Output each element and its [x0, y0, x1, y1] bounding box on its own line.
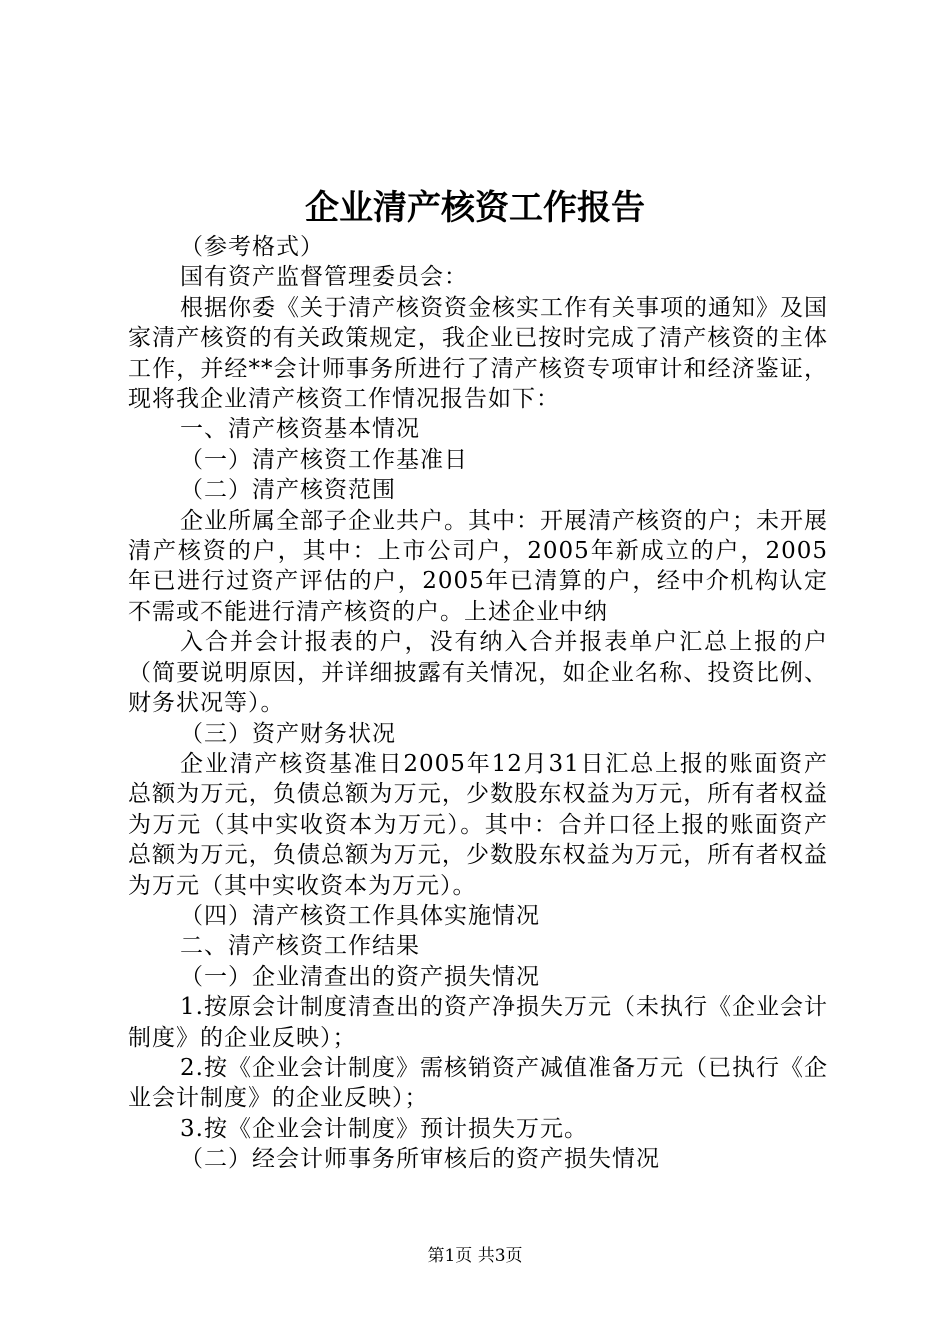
document-body: [128, 232, 828, 1175]
addressee: 国有资产监督管理委员会：: [180, 264, 468, 291]
section-heading-2: 二、清产核资工作结果: [180, 933, 420, 960]
page-number: 第1页 共3页: [427, 1246, 523, 1266]
paragraph-scope: 企业所属全部子企业共户。其中：开展清产核资的户；未开展清产核资的户，其中：上市公司户，2005年新成立的户，2005年已进行过资产评估的户，2005年已清算的户，经中介机构认定不需或不能进行清产核资的户。上述企业中纳: [128, 507, 828, 625]
subsection-heading: （二）经会计师事务所审核后的资产损失情况: [180, 1146, 660, 1173]
format-note: （参考格式）: [180, 234, 324, 260]
list-item: 3.按《企业会计制度》预计损失万元。: [180, 1115, 588, 1142]
subsection-heading: （一）清产核资工作基准日: [180, 446, 468, 473]
subsection-heading: （一）企业清查出的资产损失情况: [180, 963, 540, 990]
list-item: 1.按原会计制度清查出的资产净损失万元（未执行《企业会计制度》的企业反映）；: [128, 994, 828, 1051]
subsection-heading: （三）资产财务状况: [180, 720, 396, 747]
document-title: 企业清产核资工作报告: [305, 188, 645, 228]
section-heading-1: 一、清产核资基本情况: [180, 416, 420, 443]
subsection-heading: （二）清产核资范围: [180, 477, 396, 504]
subsection-heading: （四）清产核资工作具体实施情况: [180, 902, 540, 929]
paragraph-financial-status: 企业清产核资基准日2005年12月31日汇总上报的账面资产总额为万元，负债总额为万元，少数股东权益为万元，所有者权益为万元（其中实收资本为万元）。其中：合并口径上报的账面资产总额为万元，负债总额为万元，少数股东权益为万元，所有者权益为万元（其中实收资本为万元）。: [128, 750, 828, 899]
list-item: 2.按《企业会计制度》需核销资产减值准备万元（已执行《企业会计制度》的企业反映）；: [128, 1054, 828, 1112]
paragraph-intro: 根据你委《关于清产核资资金核实工作有关事项的通知》及国家清产核资的有关政策规定，我企业已按时完成了清产核资的主体工作，并经**会计师事务所进行了清产核资专项审计和经济鉴证，现将我企业清产核资工作情况报告如下：: [128, 294, 828, 413]
paragraph-scope-continued: 入合并会计报表的户，没有纳入合并报表单户汇总上报的户（简要说明原因，并详细披露有关情况，如企业名称、投资比例、财务状况等）。: [128, 629, 828, 717]
